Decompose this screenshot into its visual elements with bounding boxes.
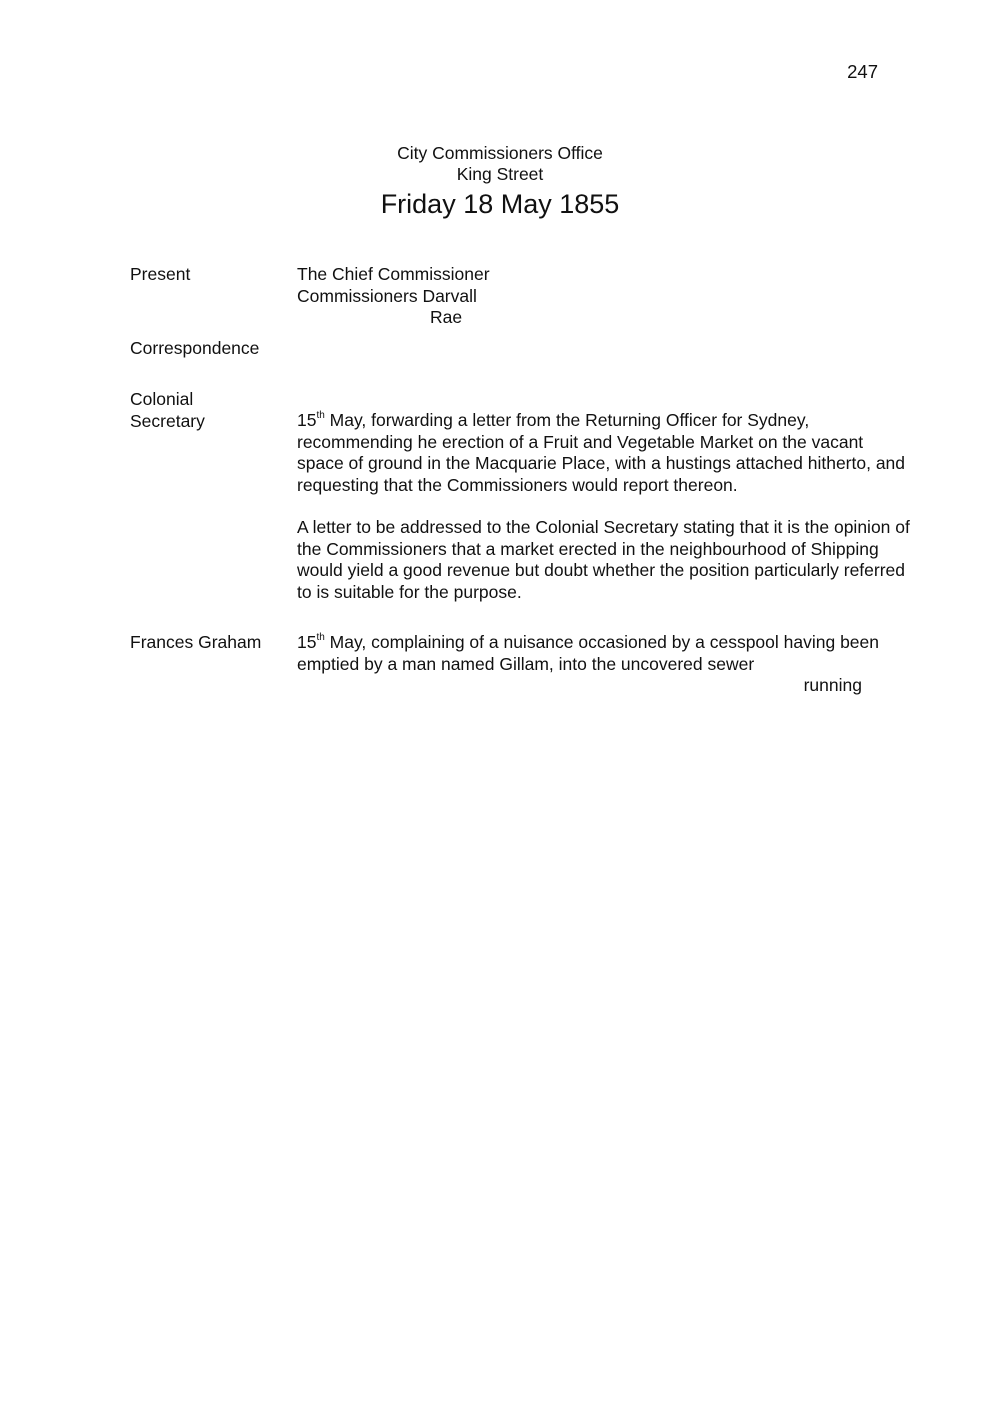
present-list xyxy=(297,264,912,329)
street-name: King Street xyxy=(456,164,544,184)
entry-frances-graham xyxy=(297,632,912,675)
present-chief-commissioner: The Chief Commissioner xyxy=(297,264,490,284)
entry-label-line: Secretary xyxy=(130,410,205,431)
document-header xyxy=(0,143,1000,221)
entry-label-frances-graham: Frances Graham xyxy=(130,632,262,652)
entry-day: 15 xyxy=(297,632,317,652)
office-name: City Commissioners Office xyxy=(397,143,603,163)
entry-body: May, complaining of a nuisance occasioned by a cesspool having been emptied by a man named Gillam, into the uncovered sewer xyxy=(297,632,880,674)
catchword: running xyxy=(803,675,862,695)
entry-label-colonial-secretary xyxy=(130,389,290,432)
entry-colonial-secretary xyxy=(297,410,912,603)
entry-resolution-text: A letter to be addressed to the Colonial Secretary stating that it is the opinion of the Commissioners that a market erected in the neighbourhood of Shipping would yield a good revenue but doubt whether the position particularly referred to is suitable for the purpose. xyxy=(297,517,910,602)
entry-day-suffix: th xyxy=(316,632,325,644)
meeting-date: Friday 18 May 1855 xyxy=(380,189,620,219)
entry-letter-text xyxy=(297,632,912,675)
entry-body: May, forwarding a letter from the Returning Officer for Sydney, recommending he erection of a Fruit and Vegetable Market on the vacant space of ground in the Macquarie Place, with a hustings attached hitherto, and requesting that the Commissioners would report thereon. xyxy=(297,410,906,495)
entry-label-line: Colonial xyxy=(130,389,194,409)
entry-day-suffix: th xyxy=(316,410,325,422)
correspondence-label: Correspondence xyxy=(130,338,260,358)
entry-day: 15 xyxy=(297,410,317,430)
present-label: Present xyxy=(130,264,191,284)
entry-letter-text xyxy=(297,410,912,496)
present-commissioner-rae: Rae xyxy=(430,307,463,327)
page-number: 247 xyxy=(847,61,878,82)
present-commissioner-darvall: Commissioners Darvall xyxy=(297,285,477,306)
